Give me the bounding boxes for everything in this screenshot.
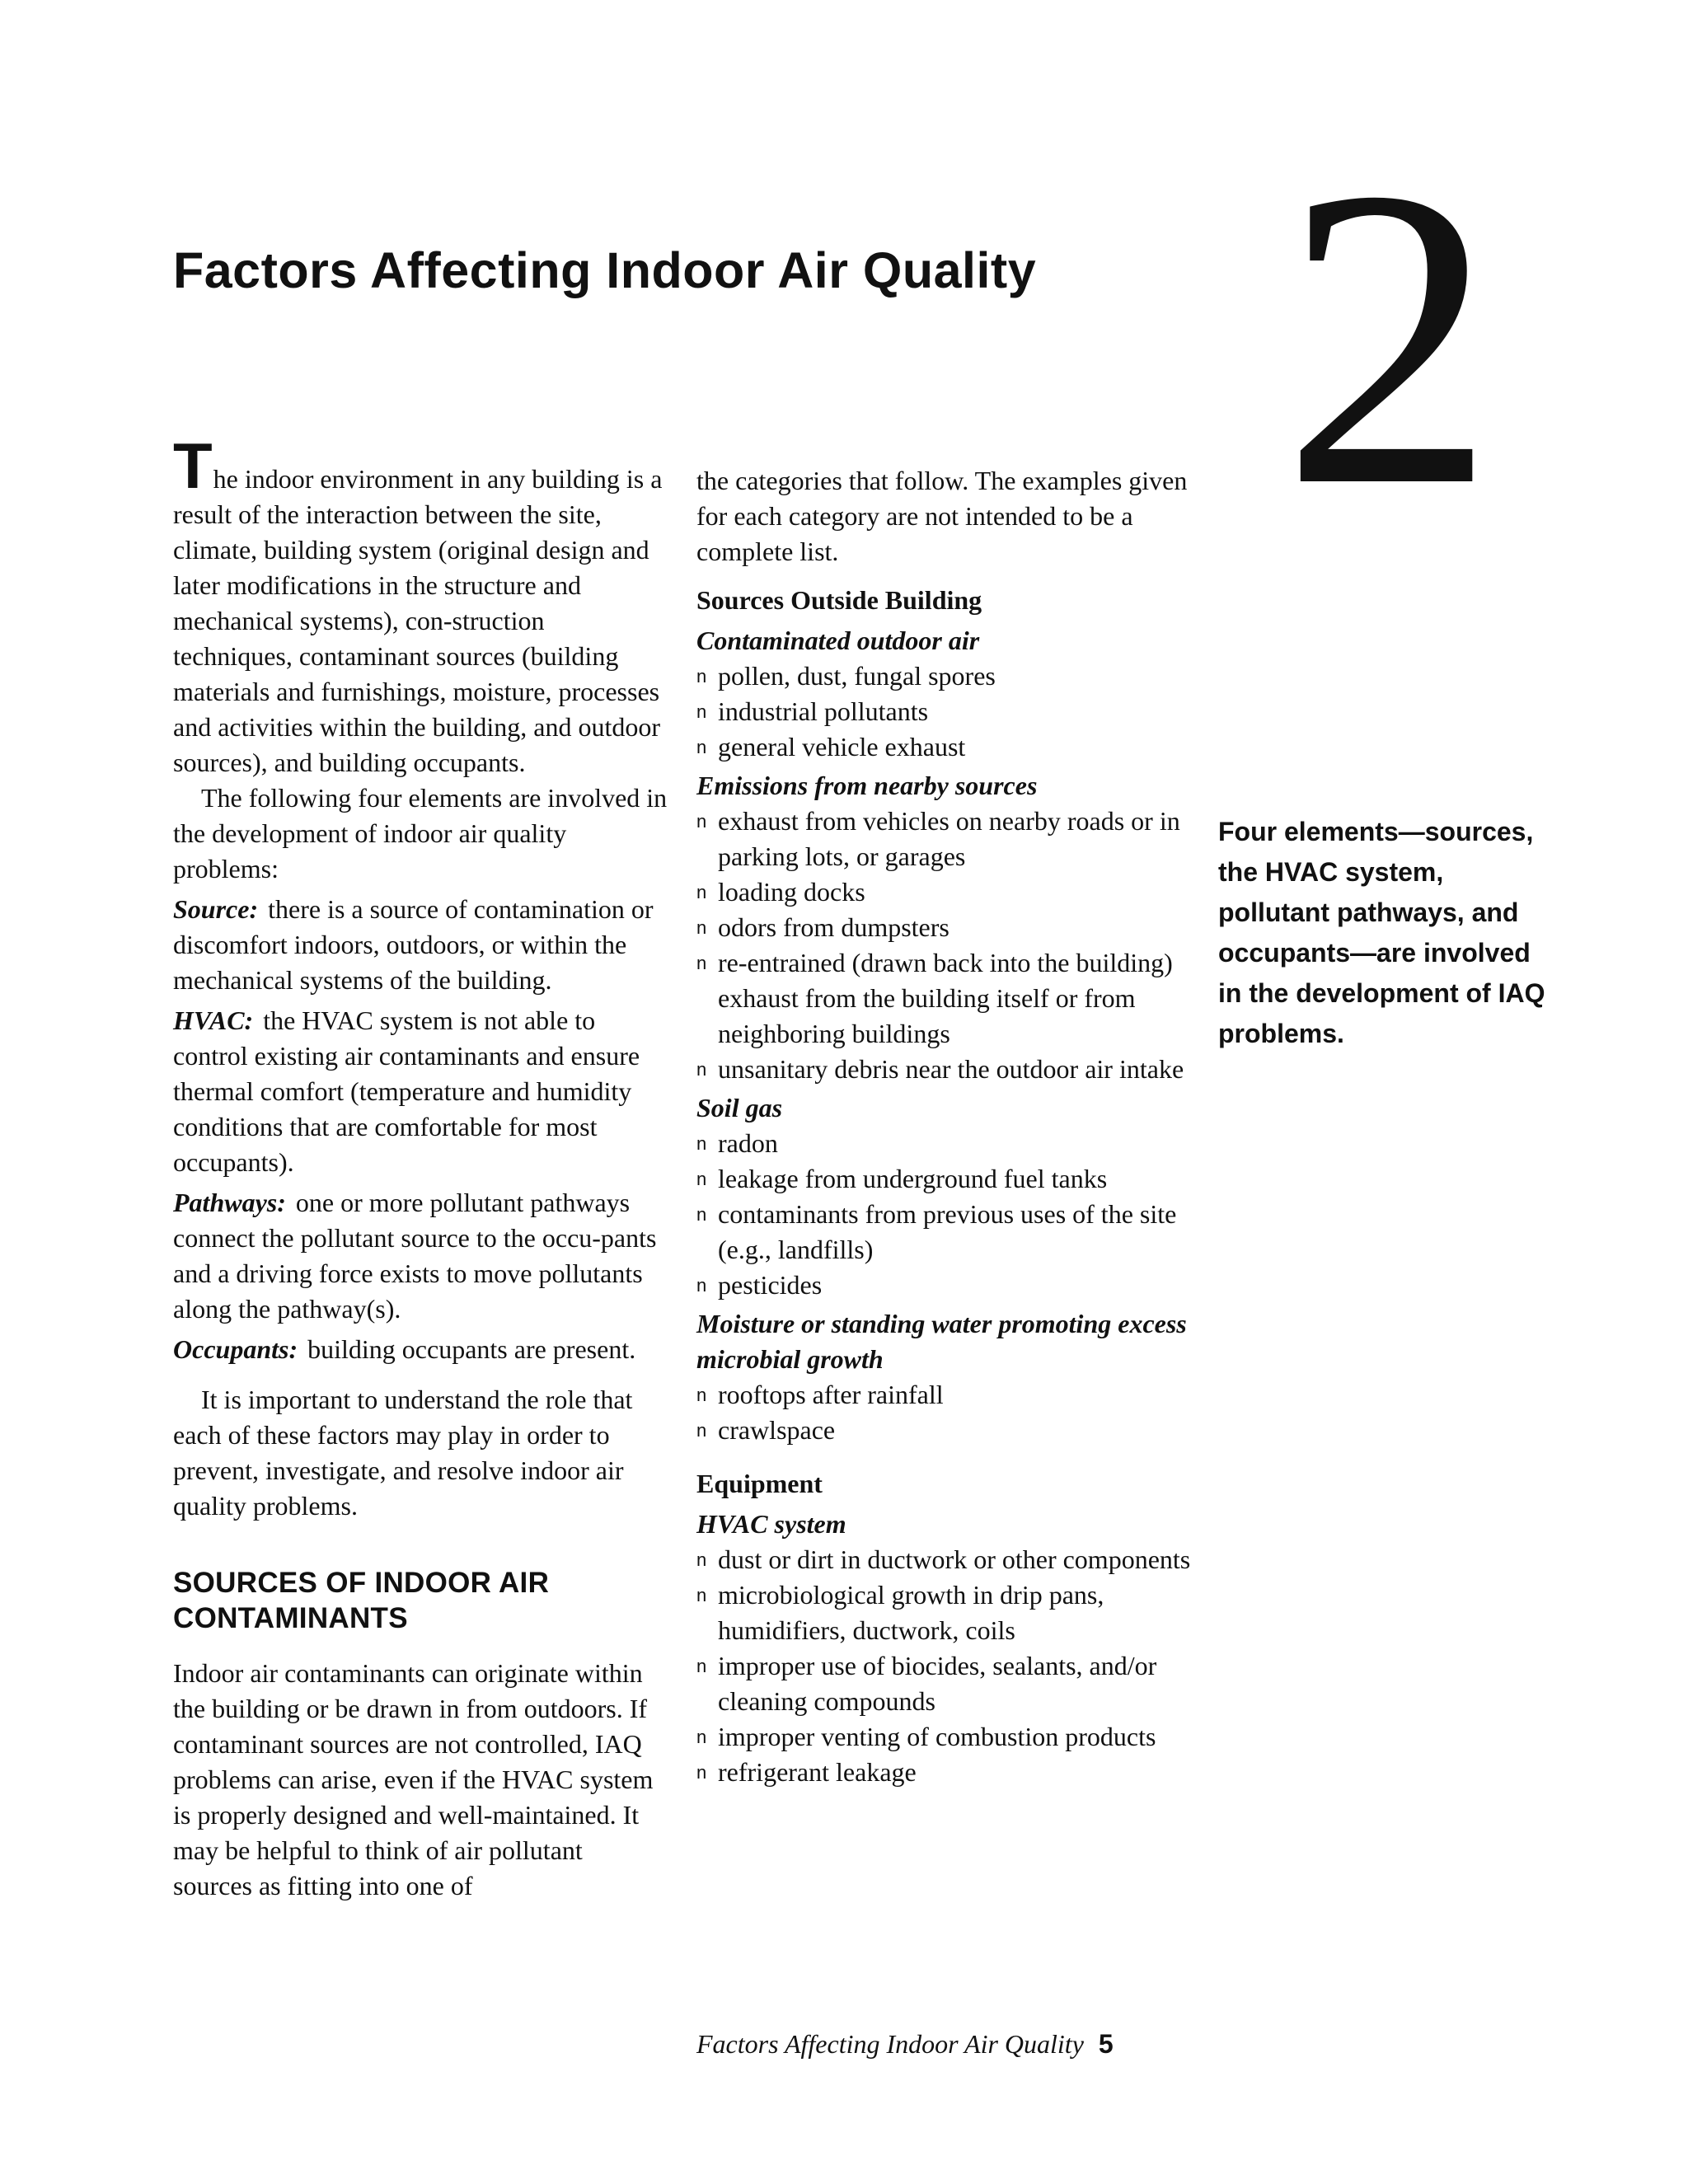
bullet-icon: n [696, 882, 707, 902]
definition-text: one or more pollutant pathways connect the pollutant source to the occu-pants and a driving force exists to move pollutants along the pathway(s). [173, 1188, 657, 1324]
right-column [696, 463, 1191, 1790]
list-item [696, 804, 1191, 874]
definition-item [173, 1332, 668, 1367]
subcategory-heading: HVAC system [696, 1509, 846, 1539]
list-item [696, 1268, 1191, 1303]
section-heading: SOURCES OF INDOOR AIR CONTAMINANTS [173, 1567, 550, 1634]
list-item [696, 1126, 1191, 1161]
definition-item [173, 1185, 668, 1327]
bullet-icon: n [696, 1133, 707, 1154]
definition-term: HVAC: [173, 1005, 254, 1035]
elements-intro-paragraph: The following four elements are involved in the development of indoor air quality problems: [173, 783, 668, 883]
bullet-icon: n [696, 1275, 707, 1296]
list-item-text: loading docks [718, 877, 865, 907]
list-item [696, 1413, 1191, 1448]
bullet-icon: n [696, 1204, 707, 1225]
subcategory-heading: Soil gas [696, 1093, 783, 1122]
list-item-text: dust or dirt in ductwork or other components [718, 1544, 1191, 1574]
bullet-icon: n [696, 737, 707, 757]
bullet-icon: n [696, 1585, 707, 1605]
bullet-icon: n [696, 1385, 707, 1405]
bullet-icon: n [696, 1656, 707, 1676]
bullet-icon: n [696, 1727, 707, 1747]
list-item-text: general vehicle exhaust [718, 732, 966, 762]
list-item-text: rooftops after rainfall [718, 1380, 944, 1409]
list-item-text: odors from dumpsters [718, 912, 950, 942]
list-item [696, 874, 1191, 910]
left-column [173, 429, 668, 1904]
list-item-text: leakage from underground fuel tanks [718, 1164, 1108, 1193]
list-item-text: radon [718, 1128, 778, 1158]
source-categories [696, 583, 1191, 1790]
list-item-text: improper venting of combustion products [718, 1722, 1156, 1751]
continuation-paragraph: the categories that follow. The examples given for each category are not intended to be a complete list. [696, 466, 1188, 566]
page-number: 5 [1098, 2029, 1114, 2059]
list-item [696, 694, 1191, 729]
list-item [696, 1719, 1191, 1755]
bullet-icon: n [696, 1059, 707, 1080]
bullet-icon: n [696, 1169, 707, 1189]
bullet-list [696, 1126, 1191, 1303]
subcategory-heading: Contaminated outdoor air [696, 626, 980, 655]
list-item [696, 658, 1191, 694]
list-item [696, 1577, 1191, 1648]
bullet-icon: n [696, 1549, 707, 1570]
list-item-text: microbiological growth in drip pans, humidifiers, ductwork, coils [718, 1580, 1104, 1645]
list-item [696, 1648, 1191, 1719]
bullet-icon: n [696, 811, 707, 832]
bullet-icon: n [696, 953, 707, 973]
list-item-text: refrigerant leakage [718, 1757, 917, 1787]
bullet-list [696, 1542, 1191, 1790]
intro-text: he indoor environment in any building is a result of the interaction between the site, climate, building system (original design and later modifications in the structure and mechanical systems), con-struction techniques, contaminant sources (building materials and furnishings, moisture, processes and activities within the building, and outdoor sources), and building occupants. [173, 464, 663, 777]
list-item [696, 1052, 1191, 1087]
bullet-icon: n [696, 1762, 707, 1783]
category-heading: Sources Outside Building [696, 585, 982, 615]
definition-item [173, 892, 668, 998]
sidebar-callout: Four elements—sources, the HVAC system, pollutant pathways, and occupants—are involved in the development of IAQ problems. [1218, 817, 1545, 1048]
drop-cap: T [173, 429, 213, 502]
bullet-icon: n [696, 917, 707, 938]
definition-term: Pathways: [173, 1188, 286, 1217]
list-item [696, 1377, 1191, 1413]
section-paragraph: Indoor air contaminants can originate within the building or be drawn in from outdoors. If contaminant sources are not controlled, IAQ problems can arise, even if the HVAC system is properly designed and well-maintained. It may be helpful to think of air pollutant sources as fitting into one of [173, 1658, 654, 1900]
bullet-icon: n [696, 701, 707, 722]
category-heading: Equipment [696, 1469, 823, 1498]
list-item [696, 1542, 1191, 1577]
list-item-text: contaminants from previous uses of the site (e.g., landfills) [718, 1199, 1177, 1264]
bullet-list [696, 658, 1191, 765]
definition-item [173, 1003, 668, 1180]
list-item [696, 1755, 1191, 1790]
list-item [696, 945, 1191, 1052]
list-item-text: improper use of biocides, sealants, and/or cleaning compounds [718, 1651, 1157, 1716]
definition-text: building occupants are present. [307, 1334, 636, 1364]
bullet-list [696, 804, 1191, 1087]
definitions-list [173, 892, 668, 1367]
list-item-text: unsanitary debris near the outdoor air intake [718, 1054, 1184, 1084]
page-title: Factors Affecting Indoor Air Quality [173, 241, 1037, 298]
list-item-text: industrial pollutants [718, 696, 929, 726]
bullet-icon: n [696, 1420, 707, 1441]
list-item [696, 1197, 1191, 1268]
definition-term: Source: [173, 894, 259, 924]
list-item-text: pesticides [718, 1270, 823, 1300]
importance-paragraph: It is important to understand the role that each of these factors may play in order to prevent, investigate, and resolve indoor air quality problems. [173, 1385, 633, 1521]
page-footer [696, 2029, 1114, 2060]
running-title: Factors Affecting Indoor Air Quality [696, 2029, 1084, 2059]
definition-text: the HVAC system is not able to control existing air contaminants and ensure thermal comfort (temperature and humidity conditions that are comfortable for most occupants). [173, 1005, 640, 1177]
definition-term: Occupants: [173, 1334, 298, 1364]
chapter-number: 2 [1282, 101, 1496, 574]
list-item-text: exhaust from vehicles on nearby roads or in parking lots, or garages [718, 806, 1180, 871]
list-item [696, 1161, 1191, 1197]
subcategory-heading: Moisture or standing water promoting excess microbial growth [696, 1309, 1187, 1374]
intro-paragraph [173, 429, 668, 780]
definition-text: there is a source of contamination or discomfort indoors, outdoors, or within the mechanical systems of the building. [173, 894, 654, 995]
subcategory-heading: Emissions from nearby sources [696, 771, 1038, 800]
bullet-list [696, 1377, 1191, 1448]
list-item [696, 729, 1191, 765]
bullet-icon: n [696, 666, 707, 687]
list-item-text: pollen, dust, fungal spores [718, 661, 996, 691]
list-item-text: re-entrained (drawn back into the building) exhaust from the building itself or from neighboring buildings [718, 948, 1173, 1048]
list-item [696, 910, 1191, 945]
list-item-text: crawlspace [718, 1415, 836, 1445]
